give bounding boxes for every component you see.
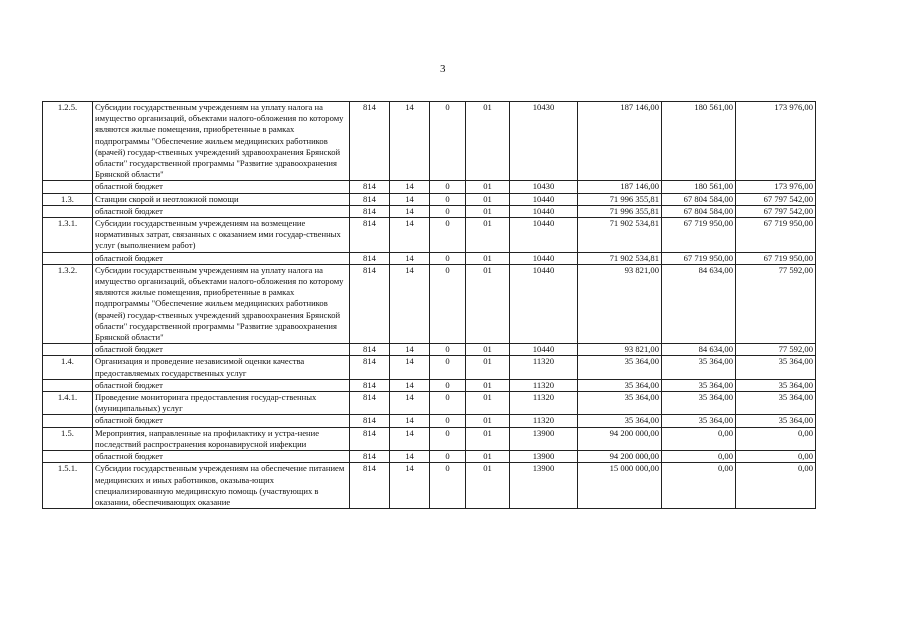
- description-cell: областной бюджет: [93, 344, 350, 356]
- section-code-cell: 14: [390, 451, 430, 463]
- section-code-cell: 14: [390, 392, 430, 415]
- row-number-cell: [43, 451, 93, 463]
- amount-year3-cell: 67 719 950,00: [736, 252, 816, 264]
- amount-year1-cell: 93 821,00: [578, 264, 662, 343]
- section-code-cell: 14: [390, 356, 430, 379]
- amount-year1-cell: 187 146,00: [578, 102, 662, 181]
- amount-year3-cell: 0,00: [736, 427, 816, 450]
- row-number-cell: 1.3.: [43, 193, 93, 205]
- program-code-cell: 0: [430, 356, 466, 379]
- subprogram-code-cell: 01: [466, 463, 510, 509]
- target-item-code-cell: 10440: [510, 252, 578, 264]
- subprogram-code-cell: 01: [466, 392, 510, 415]
- table-row: [43, 344, 816, 356]
- grbs-code-cell: 814: [350, 252, 390, 264]
- subprogram-code-cell: 01: [466, 264, 510, 343]
- table-row: [43, 205, 816, 217]
- program-code-cell: 0: [430, 181, 466, 193]
- description-cell: Субсидии государственным учреждениям на уплату налога на имущество организаций, объектами налого-обложения по которому являются жилые помещения, приобретенные в рамках подпрограммы "Обеспечение жильем медицинских работников (врачей) государ-ственных учреждений здравоохранения Брянской области" государственной программы "Развитие здравоохранения Брянской области": [93, 102, 350, 181]
- target-item-code-cell: 13900: [510, 427, 578, 450]
- amount-year1-cell: 35 364,00: [578, 415, 662, 427]
- row-number-cell: [43, 205, 93, 217]
- amount-year1-cell: 71 996 355,81: [578, 193, 662, 205]
- row-number-cell: 1.4.: [43, 356, 93, 379]
- grbs-code-cell: 814: [350, 102, 390, 181]
- program-code-cell: 0: [430, 415, 466, 427]
- amount-year2-cell: 180 561,00: [662, 181, 736, 193]
- amount-year2-cell: 0,00: [662, 463, 736, 509]
- target-item-code-cell: 10430: [510, 181, 578, 193]
- amount-year1-cell: 35 364,00: [578, 356, 662, 379]
- row-number-cell: 1.5.: [43, 427, 93, 450]
- subprogram-code-cell: 01: [466, 102, 510, 181]
- amount-year2-cell: 180 561,00: [662, 102, 736, 181]
- amount-year2-cell: 0,00: [662, 427, 736, 450]
- program-code-cell: 0: [430, 102, 466, 181]
- description-cell: Субсидии государственным учреждениям на обеспечение питанием медицинских и иных работников, оказыва-ющих специализированную медицинскую помощь (участвующих в оказании, обеспечивающих оказание: [93, 463, 350, 509]
- grbs-code-cell: 814: [350, 264, 390, 343]
- table-row: [43, 415, 816, 427]
- row-number-cell: [43, 344, 93, 356]
- row-number-cell: [43, 252, 93, 264]
- row-number-cell: 1.4.1.: [43, 392, 93, 415]
- grbs-code-cell: 814: [350, 392, 390, 415]
- table-row: [43, 392, 816, 415]
- row-number-cell: [43, 415, 93, 427]
- section-code-cell: 14: [390, 379, 430, 391]
- amount-year1-cell: 94 200 000,00: [578, 451, 662, 463]
- amount-year3-cell: 67 797 542,00: [736, 205, 816, 217]
- amount-year1-cell: 71 902 534,81: [578, 218, 662, 253]
- amount-year3-cell: 77 592,00: [736, 264, 816, 343]
- subprogram-code-cell: 01: [466, 344, 510, 356]
- amount-year2-cell: 35 364,00: [662, 392, 736, 415]
- target-item-code-cell: 11320: [510, 415, 578, 427]
- grbs-code-cell: 814: [350, 415, 390, 427]
- program-code-cell: 0: [430, 218, 466, 253]
- section-code-cell: 14: [390, 264, 430, 343]
- target-item-code-cell: 13900: [510, 463, 578, 509]
- amount-year3-cell: 35 364,00: [736, 415, 816, 427]
- section-code-cell: 14: [390, 463, 430, 509]
- grbs-code-cell: 814: [350, 181, 390, 193]
- grbs-code-cell: 814: [350, 356, 390, 379]
- target-item-code-cell: 10440: [510, 218, 578, 253]
- table-row: [43, 218, 816, 253]
- section-code-cell: 14: [390, 344, 430, 356]
- description-cell: областной бюджет: [93, 252, 350, 264]
- section-code-cell: 14: [390, 102, 430, 181]
- amount-year3-cell: 35 364,00: [736, 356, 816, 379]
- program-code-cell: 0: [430, 451, 466, 463]
- table-row: [43, 451, 816, 463]
- amount-year3-cell: 77 592,00: [736, 344, 816, 356]
- amount-year2-cell: 67 719 950,00: [662, 252, 736, 264]
- grbs-code-cell: 814: [350, 379, 390, 391]
- amount-year3-cell: 35 364,00: [736, 379, 816, 391]
- row-number-cell: [43, 379, 93, 391]
- table-row: [43, 463, 816, 509]
- amount-year2-cell: 84 634,00: [662, 344, 736, 356]
- description-cell: Мероприятия, направленные на профилактику и устра-нение последствий распространения коронавирусной инфекции: [93, 427, 350, 450]
- amount-year3-cell: 0,00: [736, 451, 816, 463]
- amount-year1-cell: 35 364,00: [578, 379, 662, 391]
- amount-year1-cell: 71 902 534,81: [578, 252, 662, 264]
- table-row: [43, 356, 816, 379]
- amount-year3-cell: 173 976,00: [736, 181, 816, 193]
- description-cell: областной бюджет: [93, 205, 350, 217]
- description-cell: Организация и проведение независимой оценки качества предоставляемых государственных услуг: [93, 356, 350, 379]
- description-cell: Станции скорой и неотложной помощи: [93, 193, 350, 205]
- description-cell: областной бюджет: [93, 415, 350, 427]
- description-cell: областной бюджет: [93, 181, 350, 193]
- grbs-code-cell: 814: [350, 193, 390, 205]
- program-code-cell: 0: [430, 205, 466, 217]
- amount-year1-cell: 15 000 000,00: [578, 463, 662, 509]
- amount-year2-cell: 67 804 584,00: [662, 205, 736, 217]
- amount-year1-cell: 93 821,00: [578, 344, 662, 356]
- grbs-code-cell: 814: [350, 344, 390, 356]
- amount-year3-cell: 35 364,00: [736, 392, 816, 415]
- amount-year2-cell: 84 634,00: [662, 264, 736, 343]
- program-code-cell: 0: [430, 252, 466, 264]
- table-row: [43, 264, 816, 343]
- subprogram-code-cell: 01: [466, 415, 510, 427]
- description-cell: Проведение мониторинга предоставления государ-ственных (муниципальных) услуг: [93, 392, 350, 415]
- target-item-code-cell: 10440: [510, 205, 578, 217]
- amount-year1-cell: 71 996 355,81: [578, 205, 662, 217]
- target-item-code-cell: 13900: [510, 451, 578, 463]
- program-code-cell: 0: [430, 379, 466, 391]
- description-cell: областной бюджет: [93, 379, 350, 391]
- amount-year2-cell: 35 364,00: [662, 415, 736, 427]
- description-cell: областной бюджет: [93, 451, 350, 463]
- page-number: 3: [440, 63, 446, 75]
- target-item-code-cell: 11320: [510, 356, 578, 379]
- amount-year2-cell: 67 804 584,00: [662, 193, 736, 205]
- program-code-cell: 0: [430, 344, 466, 356]
- target-item-code-cell: 10440: [510, 264, 578, 343]
- target-item-code-cell: 10440: [510, 193, 578, 205]
- subprogram-code-cell: 01: [466, 451, 510, 463]
- table-row: [43, 181, 816, 193]
- subprogram-code-cell: 01: [466, 252, 510, 264]
- grbs-code-cell: 814: [350, 218, 390, 253]
- amount-year3-cell: 0,00: [736, 463, 816, 509]
- budget-table: [42, 101, 816, 509]
- row-number-cell: 1.2.5.: [43, 102, 93, 181]
- section-code-cell: 14: [390, 427, 430, 450]
- amount-year1-cell: 35 364,00: [578, 392, 662, 415]
- section-code-cell: 14: [390, 205, 430, 217]
- amount-year3-cell: 67 719 950,00: [736, 218, 816, 253]
- table-body: [43, 102, 816, 509]
- amount-year3-cell: 67 797 542,00: [736, 193, 816, 205]
- description-cell: Субсидии государственным учреждениям на уплату налога на имущество организаций, объектами налого-обложения по которому являются жилые помещения, приобретенные в рамках подпрограммы "Обеспечение жильем медицинских работников (врачей) государ-ственных учреждений здравоохранения Брянской области" государственной программы "Развитие здравоохранения Брянской области": [93, 264, 350, 343]
- section-code-cell: 14: [390, 415, 430, 427]
- description-cell: Субсидии государственным учреждениям на возмещение нормативных затрат, связанных с оказанием ими государ-ственных услуг (выполнением работ): [93, 218, 350, 253]
- subprogram-code-cell: 01: [466, 379, 510, 391]
- table-row: [43, 252, 816, 264]
- table-row: [43, 379, 816, 391]
- target-item-code-cell: 11320: [510, 392, 578, 415]
- amount-year2-cell: 67 719 950,00: [662, 218, 736, 253]
- row-number-cell: [43, 181, 93, 193]
- target-item-code-cell: 11320: [510, 379, 578, 391]
- row-number-cell: 1.3.1.: [43, 218, 93, 253]
- amount-year1-cell: 187 146,00: [578, 181, 662, 193]
- program-code-cell: 0: [430, 264, 466, 343]
- row-number-cell: 1.5.1.: [43, 463, 93, 509]
- section-code-cell: 14: [390, 193, 430, 205]
- grbs-code-cell: 814: [350, 205, 390, 217]
- amount-year2-cell: 0,00: [662, 451, 736, 463]
- table-row: [43, 102, 816, 181]
- subprogram-code-cell: 01: [466, 205, 510, 217]
- amount-year3-cell: 173 976,00: [736, 102, 816, 181]
- section-code-cell: 14: [390, 218, 430, 253]
- grbs-code-cell: 814: [350, 463, 390, 509]
- subprogram-code-cell: 01: [466, 356, 510, 379]
- amount-year1-cell: 94 200 000,00: [578, 427, 662, 450]
- target-item-code-cell: 10440: [510, 344, 578, 356]
- grbs-code-cell: 814: [350, 451, 390, 463]
- subprogram-code-cell: 01: [466, 427, 510, 450]
- program-code-cell: 0: [430, 427, 466, 450]
- amount-year2-cell: 35 364,00: [662, 379, 736, 391]
- program-code-cell: 0: [430, 463, 466, 509]
- table-row: [43, 193, 816, 205]
- subprogram-code-cell: 01: [466, 218, 510, 253]
- grbs-code-cell: 814: [350, 427, 390, 450]
- table-row: [43, 427, 816, 450]
- program-code-cell: 0: [430, 392, 466, 415]
- subprogram-code-cell: 01: [466, 181, 510, 193]
- subprogram-code-cell: 01: [466, 193, 510, 205]
- row-number-cell: 1.3.2.: [43, 264, 93, 343]
- program-code-cell: 0: [430, 193, 466, 205]
- section-code-cell: 14: [390, 252, 430, 264]
- section-code-cell: 14: [390, 181, 430, 193]
- target-item-code-cell: 10430: [510, 102, 578, 181]
- amount-year2-cell: 35 364,00: [662, 356, 736, 379]
